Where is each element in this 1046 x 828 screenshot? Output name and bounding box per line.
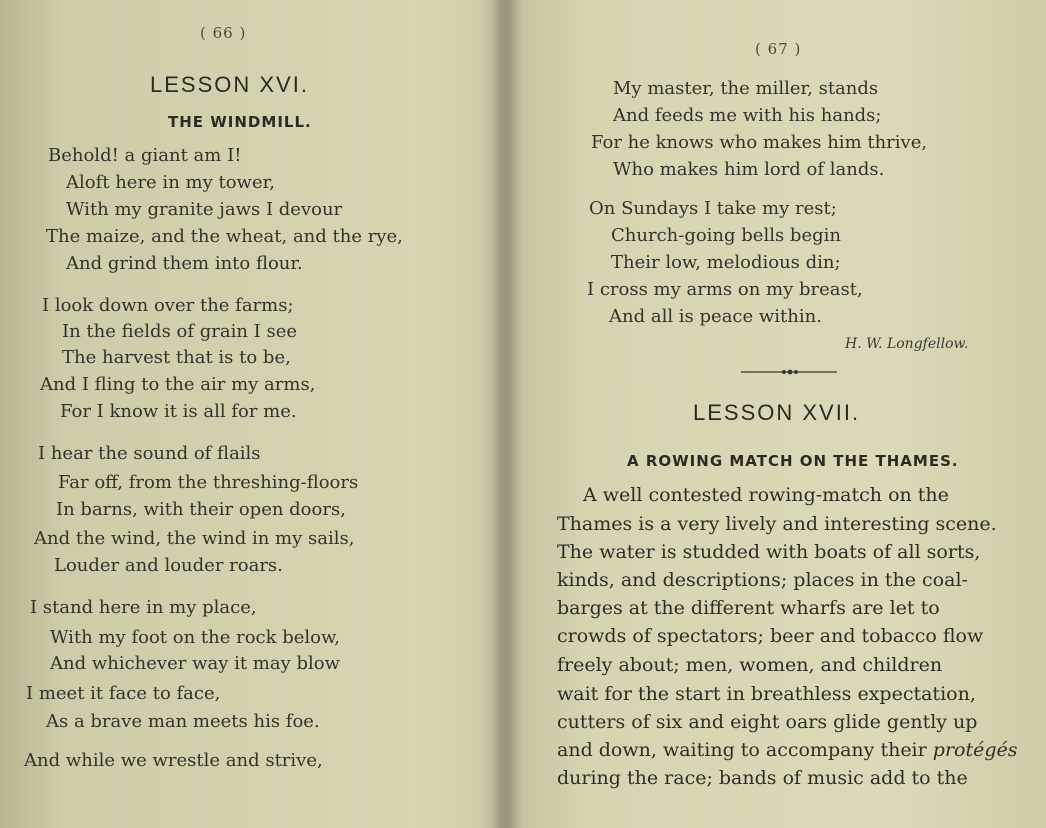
poem-line: And while we wrestle and strive,: [24, 750, 323, 771]
section-divider-ornament: [739, 366, 839, 378]
poem-line: And all is peace within.: [609, 306, 822, 327]
prose-line: Thames is a very lively and interesting scene.: [557, 513, 997, 535]
poem-line: Louder and louder roars.: [54, 555, 283, 576]
poem-line: In barns, with their open doors,: [56, 499, 346, 520]
prose-line: cutters of six and eight oars glide gently up: [557, 711, 978, 733]
poem-line: I hear the sound of flails: [38, 443, 261, 464]
poem-attribution: H. W. Longfellow.: [845, 336, 969, 352]
poem-line: With my granite jaws I devour: [66, 199, 343, 220]
prose-line: A well contested rowing-match on the: [583, 484, 949, 506]
prose-line: The water is studded with boats of all sorts,: [557, 541, 981, 563]
prose-line: crowds of spectators; beer and tobacco flow: [557, 625, 984, 647]
prose-line-text: and down, waiting to accompany their: [557, 739, 927, 761]
poem-line: As a brave man meets his foe.: [46, 711, 320, 732]
italic-word: protégés: [932, 739, 1018, 761]
poem-line: Church-going bells begin: [611, 225, 841, 246]
lesson-subtitle: THE WINDMILL.: [168, 113, 312, 131]
lesson-title: LESSON XVI.: [150, 72, 309, 97]
left-page: [0, 0, 505, 828]
right-page: [505, 0, 1046, 828]
poem-line: And I fling to the air my arms,: [40, 374, 316, 395]
poem-line: My master, the miller, stands: [613, 78, 879, 99]
prose-line: freely about; men, women, and children: [557, 654, 943, 676]
poem-line: Aloft here in my tower,: [66, 172, 275, 193]
lesson-title: LESSON XVII.: [693, 400, 861, 425]
prose-line: kinds, and descriptions; places in the coal-: [557, 569, 968, 591]
poem-line: On Sundays I take my rest;: [589, 198, 837, 219]
poem-line: For I know it is all for me.: [60, 401, 297, 422]
poem-line: The maize, and the wheat, and the rye,: [46, 226, 403, 247]
prose-line: during the race; bands of music add to the: [557, 767, 968, 789]
poem-line: I look down over the farms;: [42, 295, 294, 316]
poem-line: And whichever way it may blow: [50, 653, 341, 674]
poem-line: I cross my arms on my breast,: [587, 279, 863, 300]
poem-line: And feeds me with his hands;: [613, 105, 882, 126]
poem-line: With my foot on the rock below,: [50, 627, 341, 648]
poem-line: Behold! a giant am I!: [48, 145, 242, 166]
prose-line: [557, 739, 1018, 761]
prose-line: wait for the start in breathless expectation,: [557, 683, 976, 705]
poem-line: Their low, melodious din;: [611, 252, 841, 273]
poem-line: And the wind, the wind in my sails,: [34, 528, 355, 549]
lesson-subtitle: A ROWING MATCH ON THE THAMES.: [627, 452, 959, 470]
page-number: ( 67 ): [755, 40, 802, 58]
poem-line: And grind them into flour.: [66, 253, 303, 274]
poem-line: The harvest that is to be,: [62, 347, 291, 368]
page-number: ( 66 ): [200, 24, 247, 42]
poem-line: In the fields of grain I see: [62, 321, 298, 342]
poem-line: Who makes him lord of lands.: [613, 159, 885, 180]
poem-line: Far off, from the threshing-floors: [58, 472, 359, 493]
poem-line: For he knows who makes him thrive,: [591, 132, 928, 153]
prose-line: barges at the different wharfs are let to: [557, 597, 940, 619]
poem-line: I meet it face to face,: [26, 683, 221, 704]
poem-line: I stand here in my place,: [30, 597, 257, 618]
